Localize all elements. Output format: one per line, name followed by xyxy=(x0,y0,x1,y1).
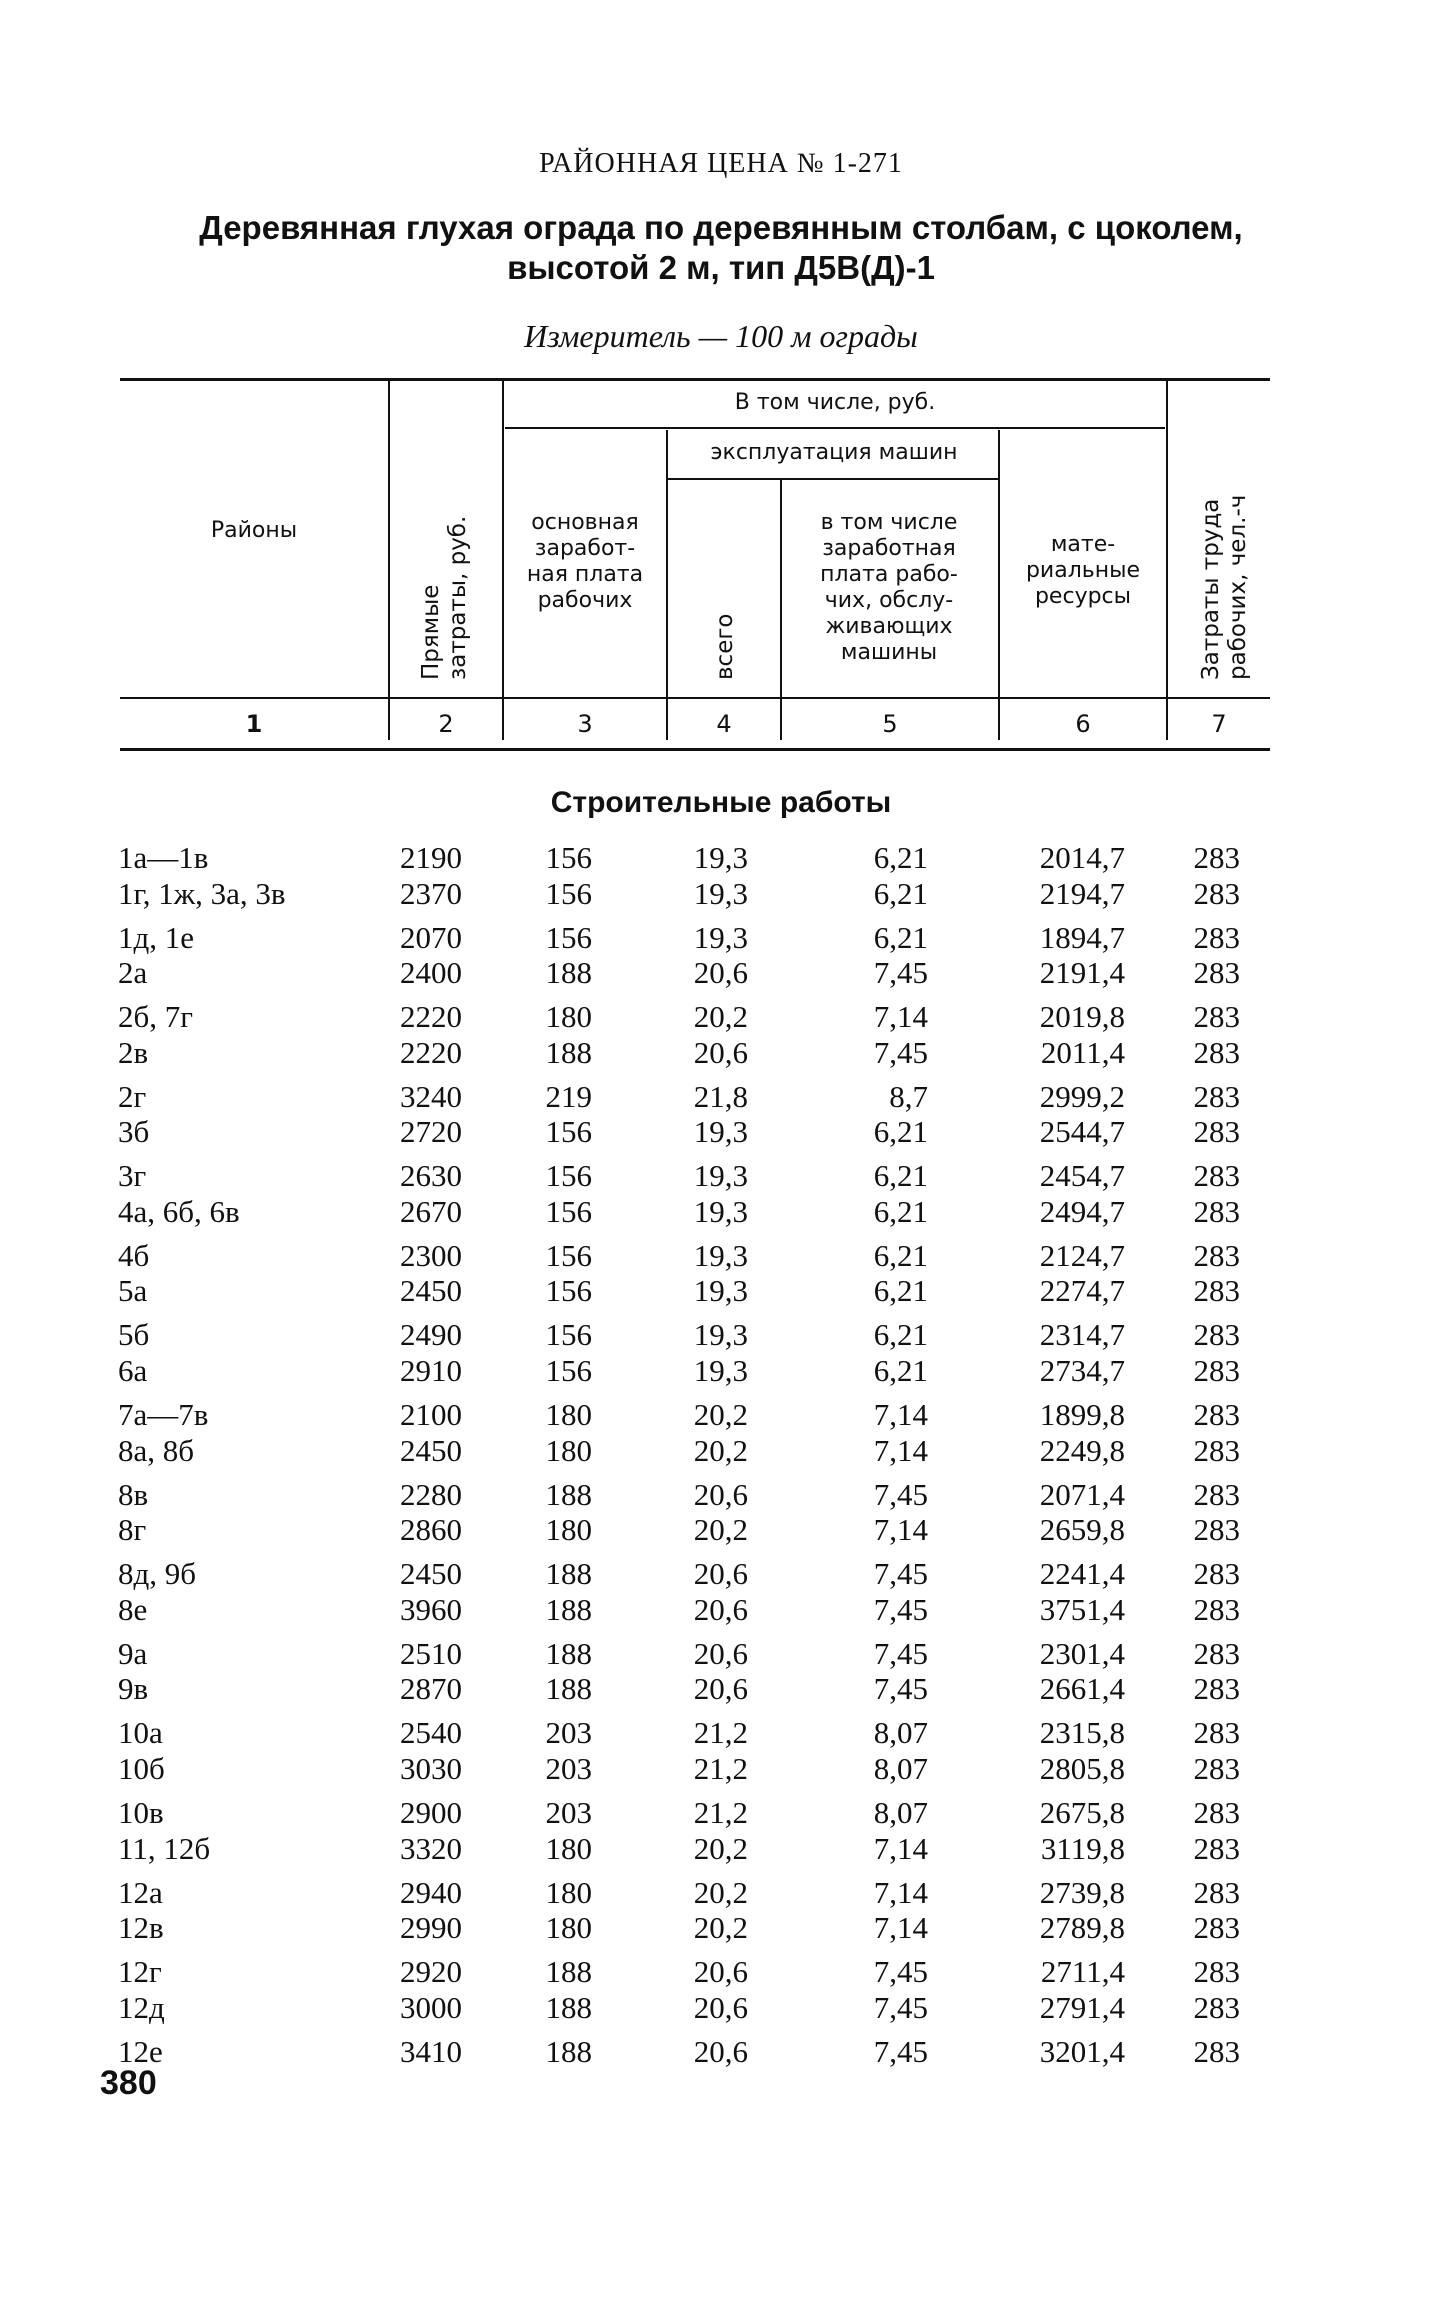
cell-wages: 188 xyxy=(545,1591,592,1627)
table-row xyxy=(0,1954,1442,1990)
header-machines-rule xyxy=(668,478,1000,480)
cell-materials: 2999,2 xyxy=(1039,1078,1125,1114)
table-row xyxy=(0,876,1442,912)
cell-direct: 2990 xyxy=(400,1910,462,1946)
cell-direct: 3240 xyxy=(400,1078,462,1114)
cell-wages: 180 xyxy=(545,1910,592,1946)
cell-direct: 2070 xyxy=(400,919,462,955)
cell-region: 12г xyxy=(118,1954,162,1990)
cell-materials: 1894,7 xyxy=(1039,919,1125,955)
cell-materials: 3119,8 xyxy=(1040,1830,1125,1866)
cell-mach-wages: 8,7 xyxy=(889,1078,928,1114)
cell-region: 7а—7в xyxy=(118,1397,209,1433)
col-number-1: 1 xyxy=(245,710,263,738)
col-number-4: 4 xyxy=(716,710,732,738)
table-header xyxy=(0,0,1442,760)
price-heading: РАЙОННАЯ ЦЕНА № 1-271 xyxy=(539,148,903,179)
cell-region: 9а xyxy=(118,1635,148,1671)
cell-materials: 2739,8 xyxy=(1039,1874,1125,1910)
cell-mach-total: 19,3 xyxy=(693,1353,748,1389)
cell-region: 11, 12б xyxy=(118,1830,211,1866)
cell-labor: 283 xyxy=(1193,1556,1240,1592)
cell-region: 10б xyxy=(118,1750,165,1786)
cell-direct: 2920 xyxy=(400,1954,462,1990)
cell-region: 2г xyxy=(118,1078,147,1114)
cell-labor: 283 xyxy=(1193,1158,1240,1194)
cell-direct: 2300 xyxy=(400,1237,462,1273)
cell-materials: 2661,4 xyxy=(1039,1671,1125,1707)
cell-mach-total: 19,3 xyxy=(693,1158,748,1194)
cell-materials: 2301,4 xyxy=(1039,1635,1125,1671)
cell-mach-wages: 7,14 xyxy=(873,1910,928,1946)
table-row xyxy=(0,999,1442,1035)
table-row xyxy=(0,1477,1442,1513)
cell-labor: 283 xyxy=(1193,999,1240,1035)
cell-materials: 2124,7 xyxy=(1039,1237,1125,1273)
table-body xyxy=(0,840,1442,2069)
cell-region: 12а xyxy=(118,1874,163,1910)
cell-region: 1д, 1е xyxy=(118,919,195,955)
cell-wages: 203 xyxy=(545,1794,592,1830)
table-row xyxy=(0,840,1442,876)
table-row xyxy=(0,1592,1442,1628)
cell-labor: 283 xyxy=(1193,1078,1240,1114)
cell-region: 12е xyxy=(118,2033,163,2069)
cell-mach-wages: 6,21 xyxy=(873,875,928,911)
col-number-6: 6 xyxy=(1075,710,1091,738)
cell-mach-wages: 7,45 xyxy=(873,1556,928,1592)
header-bottom-rule xyxy=(120,697,1270,699)
cell-mach-total: 20,6 xyxy=(693,955,748,991)
cell-direct: 2670 xyxy=(400,1193,462,1229)
cell-direct: 2100 xyxy=(400,1397,462,1433)
cell-region: 8г xyxy=(118,1512,147,1548)
cell-direct: 3960 xyxy=(400,1591,462,1627)
cell-labor: 283 xyxy=(1193,1591,1240,1627)
cell-wages: 203 xyxy=(545,1750,592,1786)
table-row xyxy=(0,1353,1442,1389)
header-divider-3 xyxy=(666,430,668,740)
cell-materials: 2014,7 xyxy=(1039,840,1125,875)
cell-mach-wages: 8,07 xyxy=(873,1750,928,1786)
cell-wages: 180 xyxy=(545,1830,592,1866)
cell-materials: 2314,7 xyxy=(1039,1317,1125,1353)
table-row xyxy=(0,1035,1442,1071)
cell-mach-wages: 7,14 xyxy=(873,1830,928,1866)
table-row xyxy=(0,1875,1442,1911)
cell-wages: 156 xyxy=(545,1114,592,1150)
header-machines: эксплуатация машин xyxy=(710,440,958,465)
cell-materials: 2789,8 xyxy=(1039,1910,1125,1946)
cell-region: 2в xyxy=(118,1034,149,1070)
cell-mach-total: 20,2 xyxy=(693,1830,748,1866)
cell-mach-total: 20,6 xyxy=(693,1476,748,1512)
cell-region: 1а—1в xyxy=(118,840,209,875)
header-divider-6 xyxy=(1166,380,1168,740)
cell-mach-total: 20,2 xyxy=(693,1910,748,1946)
page-number: 380 xyxy=(100,2064,157,2102)
cell-mach-wages: 6,21 xyxy=(873,1273,928,1309)
cell-region: 8д, 9б xyxy=(118,1556,197,1592)
cell-mach-total: 20,6 xyxy=(693,1989,748,2025)
col-number-5: 5 xyxy=(882,710,898,738)
cell-wages: 188 xyxy=(545,1671,592,1707)
cell-region: 8е xyxy=(118,1591,148,1627)
cell-region: 9в xyxy=(118,1671,149,1707)
header-machines-total: всего xyxy=(712,613,738,680)
cell-direct: 3410 xyxy=(400,2033,462,2069)
cell-labor: 283 xyxy=(1193,1830,1240,1866)
header-direct-costs: Прямые затраты, руб. xyxy=(418,515,471,680)
cell-mach-total: 19,3 xyxy=(693,1317,748,1353)
cell-labor: 283 xyxy=(1193,1512,1240,1548)
cell-labor: 283 xyxy=(1193,1432,1240,1468)
cell-labor: 283 xyxy=(1193,1034,1240,1070)
measure-unit: Измеритель — 100 м ограды xyxy=(524,318,918,354)
cell-direct: 2720 xyxy=(400,1114,462,1150)
cell-labor: 283 xyxy=(1193,1317,1240,1353)
cell-labor: 283 xyxy=(1193,1635,1240,1671)
cell-labor: 283 xyxy=(1193,919,1240,955)
cell-labor: 283 xyxy=(1193,2033,1240,2069)
cell-wages: 188 xyxy=(545,1556,592,1592)
table-row xyxy=(0,955,1442,991)
cell-region: 8в xyxy=(118,1476,149,1512)
cell-materials: 2544,7 xyxy=(1039,1114,1125,1150)
cell-mach-wages: 7,45 xyxy=(873,1954,928,1990)
cell-direct: 2450 xyxy=(400,1432,462,1468)
cell-mach-wages: 8,07 xyxy=(873,1794,928,1830)
cell-mach-total: 19,3 xyxy=(693,875,748,911)
cell-wages: 156 xyxy=(545,875,592,911)
header-top-rule xyxy=(120,378,1270,381)
cell-wages: 156 xyxy=(545,840,592,875)
cell-direct: 3000 xyxy=(400,1989,462,2025)
cell-mach-total: 20,6 xyxy=(693,1635,748,1671)
cell-materials: 2734,7 xyxy=(1039,1353,1125,1389)
table-row xyxy=(0,1636,1442,1672)
cell-mach-wages: 7,14 xyxy=(873,1432,928,1468)
cell-materials: 2494,7 xyxy=(1039,1193,1125,1229)
table-row xyxy=(0,1397,1442,1433)
table-row xyxy=(0,1433,1442,1469)
cell-labor: 283 xyxy=(1193,1237,1240,1273)
cell-wages: 203 xyxy=(545,1715,592,1751)
col-number-3: 3 xyxy=(577,710,593,738)
cell-mach-wages: 6,21 xyxy=(873,840,928,875)
table-row xyxy=(0,1751,1442,1787)
cell-region: 8а, 8б xyxy=(118,1432,195,1468)
cell-wages: 219 xyxy=(545,1078,592,1114)
cell-wages: 156 xyxy=(545,1353,592,1389)
cell-direct: 3030 xyxy=(400,1750,462,1786)
cell-mach-total: 20,6 xyxy=(693,1591,748,1627)
cell-labor: 283 xyxy=(1193,875,1240,911)
cell-direct: 2860 xyxy=(400,1512,462,1548)
cell-mach-total: 20,2 xyxy=(693,999,748,1035)
cell-materials: 2194,7 xyxy=(1039,875,1125,911)
table-row xyxy=(0,1990,1442,2026)
cell-labor: 283 xyxy=(1193,1954,1240,1990)
cell-region: 10в xyxy=(118,1794,164,1830)
cell-region: 12д xyxy=(118,1989,165,2025)
cell-mach-total: 20,6 xyxy=(693,1034,748,1070)
cell-mach-wages: 6,21 xyxy=(873,1317,928,1353)
cell-wages: 188 xyxy=(545,1954,592,1990)
cell-mach-total: 20,6 xyxy=(693,1556,748,1592)
table-row xyxy=(0,1273,1442,1309)
cell-mach-wages: 7,45 xyxy=(873,1591,928,1627)
table-row xyxy=(0,1831,1442,1867)
cell-labor: 283 xyxy=(1193,1273,1240,1309)
cell-wages: 156 xyxy=(545,919,592,955)
cell-wages: 180 xyxy=(545,999,592,1035)
title-line-1: Деревянная глухая ограда по деревянным столбам, с цоколем, xyxy=(199,209,1243,246)
cell-wages: 156 xyxy=(545,1273,592,1309)
cell-region: 10а xyxy=(118,1715,163,1751)
col-number-7: 7 xyxy=(1211,710,1227,738)
cell-materials: 2805,8 xyxy=(1039,1750,1125,1786)
cell-region: 4а, 6б, 6в xyxy=(118,1193,240,1229)
cell-labor: 283 xyxy=(1193,1794,1240,1830)
cell-mach-total: 19,3 xyxy=(693,840,748,875)
cell-mach-total: 21,2 xyxy=(693,1750,748,1786)
cell-direct: 2190 xyxy=(400,840,462,875)
table-row xyxy=(0,920,1442,956)
cell-region: 6а xyxy=(118,1353,148,1389)
cell-labor: 283 xyxy=(1193,840,1240,875)
cell-materials: 2071,4 xyxy=(1039,1476,1125,1512)
cell-mach-wages: 8,07 xyxy=(873,1715,928,1751)
cell-mach-wages: 7,14 xyxy=(873,1397,928,1433)
header-number-rule xyxy=(120,748,1270,751)
cell-direct: 2630 xyxy=(400,1158,462,1194)
cell-direct: 2900 xyxy=(400,1794,462,1830)
cell-region: 1г, 1ж, 3а, 3в xyxy=(118,875,286,911)
cell-materials: 2191,4 xyxy=(1039,955,1125,991)
cell-direct: 2220 xyxy=(400,999,462,1035)
cell-labor: 283 xyxy=(1193,1715,1240,1751)
header-including: В том числе, руб. xyxy=(734,390,936,415)
header-labor: Затраты труда рабочих, чел.-ч xyxy=(1198,494,1251,680)
cell-materials: 2675,8 xyxy=(1039,1794,1125,1830)
header-including-rule xyxy=(505,427,1165,429)
cell-wages: 188 xyxy=(545,1989,592,2025)
cell-direct: 2280 xyxy=(400,1476,462,1512)
table-row xyxy=(0,1910,1442,1946)
cell-wages: 180 xyxy=(545,1432,592,1468)
cell-mach-wages: 7,45 xyxy=(873,955,928,991)
table-row xyxy=(0,1795,1442,1831)
cell-mach-total: 19,3 xyxy=(693,1237,748,1273)
header-divider-1 xyxy=(388,380,390,740)
cell-direct: 2450 xyxy=(400,1273,462,1309)
cell-mach-wages: 6,21 xyxy=(873,1158,928,1194)
cell-labor: 283 xyxy=(1193,1910,1240,1946)
cell-labor: 283 xyxy=(1193,1989,1240,2025)
cell-wages: 188 xyxy=(545,955,592,991)
cell-materials: 2791,4 xyxy=(1039,1989,1125,2025)
section-title: Строительные работы xyxy=(550,786,892,819)
cell-labor: 283 xyxy=(1193,1397,1240,1433)
cell-mach-wages: 7,45 xyxy=(873,1989,928,2025)
cell-region: 5б xyxy=(118,1317,150,1353)
cell-materials: 2711,4 xyxy=(1040,1954,1125,1990)
cell-mach-wages: 7,14 xyxy=(873,999,928,1035)
cell-mach-wages: 7,45 xyxy=(873,2033,928,2069)
cell-mach-total: 21,2 xyxy=(693,1715,748,1751)
table-row xyxy=(0,1556,1442,1592)
cell-wages: 156 xyxy=(545,1317,592,1353)
cell-labor: 283 xyxy=(1193,1114,1240,1150)
cell-direct: 2490 xyxy=(400,1317,462,1353)
cell-materials: 2315,8 xyxy=(1039,1715,1125,1751)
cell-mach-total: 21,8 xyxy=(693,1078,748,1114)
header-divider-2 xyxy=(502,380,504,740)
cell-mach-total: 19,3 xyxy=(693,919,748,955)
cell-materials: 2249,8 xyxy=(1039,1432,1125,1468)
cell-direct: 2940 xyxy=(400,1874,462,1910)
table-row xyxy=(0,2034,1442,2070)
cell-mach-total: 20,2 xyxy=(693,1432,748,1468)
table-row xyxy=(0,1715,1442,1751)
cell-region: 5а xyxy=(118,1273,148,1309)
header-machine-wages: в том числе заработная плата рабо- чих, обслу- живающих машины xyxy=(820,510,958,665)
cell-mach-wages: 6,21 xyxy=(873,1193,928,1229)
cell-materials: 3201,4 xyxy=(1039,2033,1125,2069)
cell-mach-wages: 7,45 xyxy=(873,1034,928,1070)
cell-materials: 3751,4 xyxy=(1039,1591,1125,1627)
cell-mach-total: 20,6 xyxy=(693,1954,748,1990)
cell-direct: 2220 xyxy=(400,1034,462,1070)
cell-mach-total: 19,3 xyxy=(693,1273,748,1309)
cell-labor: 283 xyxy=(1193,1874,1240,1910)
cell-wages: 188 xyxy=(545,1476,592,1512)
cell-materials: 2011,4 xyxy=(1040,1034,1125,1070)
cell-mach-total: 20,6 xyxy=(693,2033,748,2069)
cell-materials: 1899,8 xyxy=(1039,1397,1125,1433)
cell-mach-wages: 7,45 xyxy=(873,1635,928,1671)
table-row xyxy=(0,1238,1442,1274)
table-row xyxy=(0,1317,1442,1353)
cell-mach-wages: 7,14 xyxy=(873,1874,928,1910)
header-wages: основная заработ- ная плата рабочих xyxy=(526,510,644,613)
cell-mach-wages: 7,14 xyxy=(873,1512,928,1548)
cell-wages: 156 xyxy=(545,1237,592,1273)
cell-mach-wages: 6,21 xyxy=(873,1237,928,1273)
cell-mach-wages: 7,45 xyxy=(873,1476,928,1512)
cell-mach-total: 20,2 xyxy=(693,1512,748,1548)
cell-wages: 188 xyxy=(545,1635,592,1671)
table-row xyxy=(0,1079,1442,1115)
cell-materials: 2659,8 xyxy=(1039,1512,1125,1548)
cell-region: 2а xyxy=(118,955,148,991)
cell-labor: 283 xyxy=(1193,1353,1240,1389)
cell-region: 3б xyxy=(118,1114,150,1150)
table-row xyxy=(0,1158,1442,1194)
cell-region: 3г xyxy=(118,1158,147,1194)
cell-mach-wages: 6,21 xyxy=(873,919,928,955)
table-row xyxy=(0,1671,1442,1707)
cell-wages: 180 xyxy=(545,1512,592,1548)
cell-wages: 180 xyxy=(545,1874,592,1910)
cell-region: 4б xyxy=(118,1237,150,1273)
header-materials: мате- риальные ресурсы xyxy=(1025,532,1141,609)
cell-region: 12в xyxy=(118,1910,164,1946)
cell-direct: 2540 xyxy=(400,1715,462,1751)
cell-labor: 283 xyxy=(1193,955,1240,991)
cell-wages: 188 xyxy=(545,1034,592,1070)
cell-materials: 2274,7 xyxy=(1039,1273,1125,1309)
cell-wages: 156 xyxy=(545,1193,592,1229)
cell-materials: 2454,7 xyxy=(1039,1158,1125,1194)
cell-mach-wages: 6,21 xyxy=(873,1114,928,1150)
title-line-2: высотой 2 м, тип Д5В(Д)-1 xyxy=(507,249,935,286)
cell-wages: 180 xyxy=(545,1397,592,1433)
cell-labor: 283 xyxy=(1193,1193,1240,1229)
cell-mach-wages: 7,45 xyxy=(873,1671,928,1707)
table-row xyxy=(0,1512,1442,1548)
cell-wages: 188 xyxy=(545,2033,592,2069)
cell-materials: 2019,8 xyxy=(1039,999,1125,1035)
cell-region: 2б, 7г xyxy=(118,999,193,1035)
cell-mach-total: 20,6 xyxy=(693,1671,748,1707)
cell-direct: 2370 xyxy=(400,875,462,911)
cell-direct: 2400 xyxy=(400,955,462,991)
cell-mach-total: 20,2 xyxy=(693,1397,748,1433)
cell-wages: 156 xyxy=(545,1158,592,1194)
cell-materials: 2241,4 xyxy=(1039,1556,1125,1592)
cell-direct: 2450 xyxy=(400,1556,462,1592)
cell-labor: 283 xyxy=(1193,1476,1240,1512)
cell-mach-total: 19,3 xyxy=(693,1114,748,1150)
table-row xyxy=(0,1114,1442,1150)
col-number-2: 2 xyxy=(438,710,454,738)
cell-labor: 283 xyxy=(1193,1671,1240,1707)
table-row xyxy=(0,1194,1442,1230)
cell-mach-total: 19,3 xyxy=(693,1193,748,1229)
cell-direct: 2910 xyxy=(400,1353,462,1389)
cell-mach-total: 21,2 xyxy=(693,1794,748,1830)
cell-labor: 283 xyxy=(1193,1750,1240,1786)
cell-mach-total: 20,2 xyxy=(693,1874,748,1910)
header-regions: Районы xyxy=(210,518,298,543)
cell-direct: 3320 xyxy=(400,1830,462,1866)
cell-mach-wages: 6,21 xyxy=(873,1353,928,1389)
cell-direct: 2510 xyxy=(400,1635,462,1671)
cell-direct: 2870 xyxy=(400,1671,462,1707)
